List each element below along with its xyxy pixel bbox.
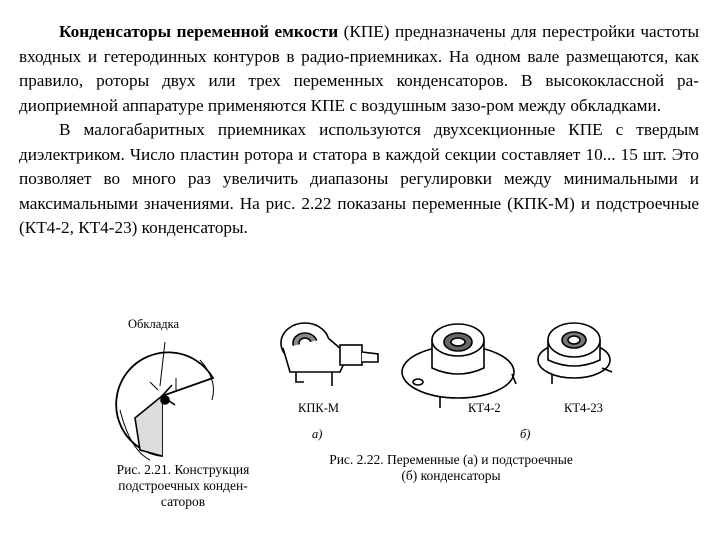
figures-area: [0, 300, 720, 540]
figure-2-21-caption-line-3: саторов: [160, 494, 206, 509]
kt4-23-capacitor-drawing: [538, 323, 612, 384]
sublabel-a: а): [312, 427, 323, 441]
trimmer-construction-drawing: [116, 342, 213, 460]
label-kt4-23: КТ4-23: [564, 401, 603, 415]
figure-2-21-caption-line-2: подстроечных конден-: [118, 478, 248, 493]
figure-2-22-caption-line-2: (б) конденсаторы: [401, 468, 501, 483]
figure-2-21-caption-line-1: Рис. 2.21. Конструкция: [116, 462, 250, 477]
figure-2-22-caption-line-1: Рис. 2.22. Переменные (а) и подстроечные: [329, 452, 573, 467]
kt4-2-capacitor-drawing: [402, 324, 516, 408]
label-kpk-m: КПК-М: [298, 401, 339, 415]
paragraph-2: В малогабаритных приемниках используются двухсекционные КПЕ с твердым диэлектриком. Число пластин ротора и статора в каждой секции составляет 10... 15 шт. Это позволяет во много раз увеличить диапазоны регулировки между минимальными и максимальными значениями. На рис. 2.22 показаны переменные (КПК-М) и подстроечные (КТ4-2, КТ4-23) конденсаторы.: [19, 120, 699, 237]
label-kt4-2: КТ4-2: [468, 401, 501, 415]
figure-2-21-caption: [98, 462, 268, 510]
paragraph-1: [19, 20, 699, 118]
paragraph-1-text: (КПЕ) предназначены для перестройки частоты входных и гетеродинных контуров в радио-приемниках. На одном вале размещаются, как правило, роторы двух или трех переменных конденсаторов. В высококлассной ра-диоприемной аппаратуре применяются КПЕ с воздушным зазо-ром между обкладками.: [19, 22, 699, 115]
kpk-m-capacitor-drawing: [281, 323, 378, 386]
figure-2-22-caption: [296, 452, 606, 484]
sublabel-b: б): [520, 427, 531, 441]
body-text: [19, 20, 699, 241]
paragraph-1-bold-lead: Конденсаторы переменной емкости: [59, 22, 339, 41]
plate-label: Обкладка: [128, 317, 180, 331]
